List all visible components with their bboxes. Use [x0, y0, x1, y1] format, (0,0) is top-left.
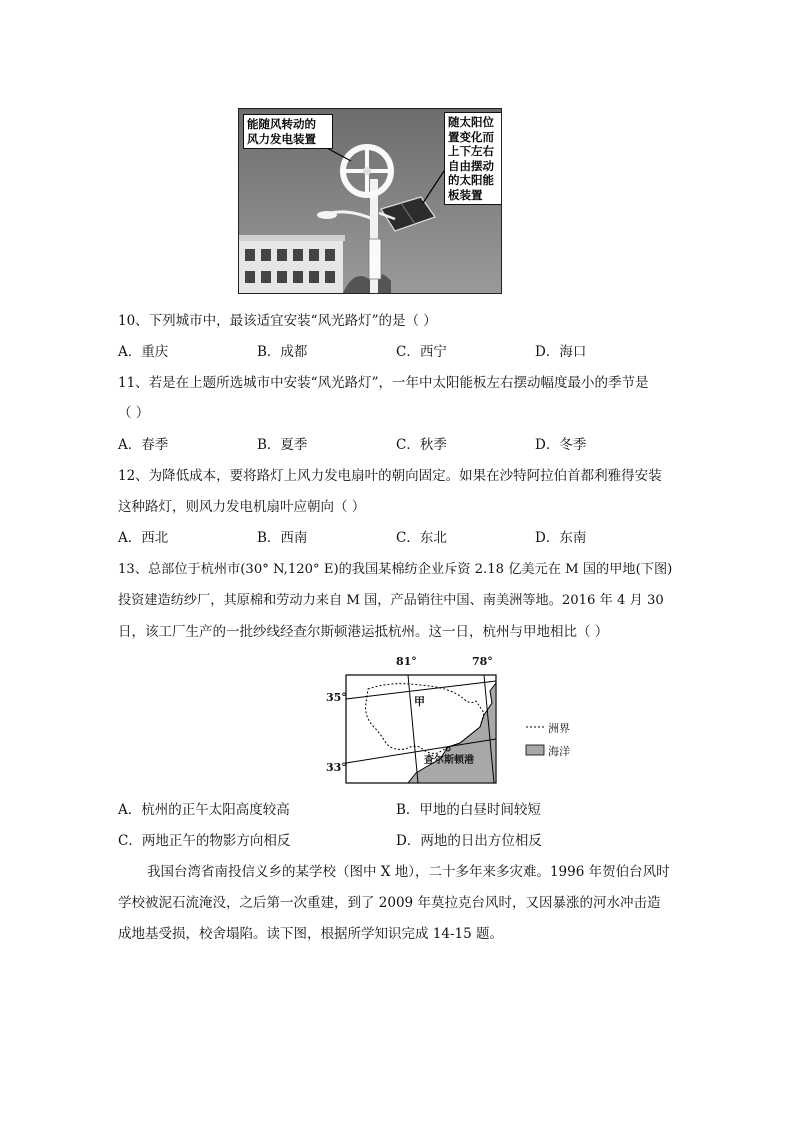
q10-option-c[interactable]: C．西宁 [396, 344, 447, 360]
legend-boundary-label: 洲界 [548, 722, 570, 735]
q11-option-b[interactable]: B．夏季 [257, 437, 308, 453]
charleston-port-label: 查尔斯顿港 [424, 755, 474, 766]
q12-option-d[interactable]: D．东南 [535, 530, 587, 546]
street-lamp-photo [238, 108, 502, 294]
legend-ocean-label: 海洋 [548, 745, 570, 758]
q11-option-c[interactable]: C．秋季 [396, 437, 447, 453]
q10-option-b[interactable]: B．成都 [257, 344, 308, 360]
q12-stem-line2: 这种路灯，则风力发电机扇叶应朝向（ ） [118, 499, 366, 515]
place-jia-label: 甲 [414, 695, 425, 708]
lon-label-81: 81° [396, 655, 417, 668]
q11-stem-line2: （ ） [118, 405, 150, 421]
q13-stem-line3: 日，该工厂生产的一批纱线经查尔斯顿港运抵杭州。这一日，杭州与甲地相比（ ） [118, 624, 609, 640]
q13-option-c[interactable]: C．两地正午的物影方向相反 [118, 833, 291, 849]
lat-label-35: 35° [326, 691, 347, 704]
q12-option-b[interactable]: B．西南 [257, 530, 308, 546]
passage-line1: 我国台湾省南投信义乡的某学校（图中 X 地），二十多年来多灾难。1996 年贺伯台风时 [147, 864, 670, 880]
q13-option-a[interactable]: A．杭州的正午太阳高度较高 [118, 802, 290, 818]
q11-option-d[interactable]: D．冬季 [535, 437, 587, 453]
q10-option-a[interactable]: A．重庆 [118, 344, 169, 360]
q13-option-b[interactable]: B．甲地的白昼时间较短 [396, 802, 541, 818]
passage-line3: 成地基受损，校舍塌陷。读下图，根据所学知识完成 14-15 题。 [118, 926, 503, 942]
q12-stem-line1: 12、为降低成本，要将路灯上风力发电扇叶的朝向固定。如果在沙特阿拉伯首都利雅得安装 [118, 468, 662, 484]
wind-device-callout: 能随风转动的 风力发电装置 [243, 114, 333, 149]
q12-option-c[interactable]: C．东北 [396, 530, 447, 546]
q13-stem-line1: 13、总部位于杭州市(30° N,120° E)的我国某棉纺企业斥资 2.18 亿美元在 M 国的甲地(下图) [118, 562, 673, 577]
lat-label-33: 33° [326, 761, 347, 774]
passage-line2: 学校被泥石流淹没，之后第一次重建，到了 2009 年莫拉克台风时，又因暴涨的河水冲击造 [118, 895, 661, 911]
charleston-map [320, 655, 600, 787]
q10-option-d[interactable]: D．海口 [535, 344, 587, 360]
q11-option-a[interactable]: A．春季 [118, 437, 169, 453]
q12-option-a[interactable]: A．西北 [118, 530, 169, 546]
solar-panel-callout: 随太阳位 置变化而 上下左右 自由摆动 的太阳能 板装置 [444, 112, 502, 205]
q10-stem: 10、下列城市中，最该适宜安装“风光路灯”的是（ ） [118, 313, 437, 329]
q13-option-d[interactable]: D．两地的日出方位相反 [396, 833, 542, 849]
q13-stem-line2: 投资建造纺纱厂，其原棉和劳动力来自 M 国，产品销往中国、南美洲等地。2016 年 4 月 30 [118, 593, 664, 608]
lon-label-78: 78° [472, 655, 493, 668]
q11-stem-line1: 11、若是在上题所选城市中安装“风光路灯”，一年中太阳能板左右摆动幅度最小的季节是 [118, 375, 649, 391]
